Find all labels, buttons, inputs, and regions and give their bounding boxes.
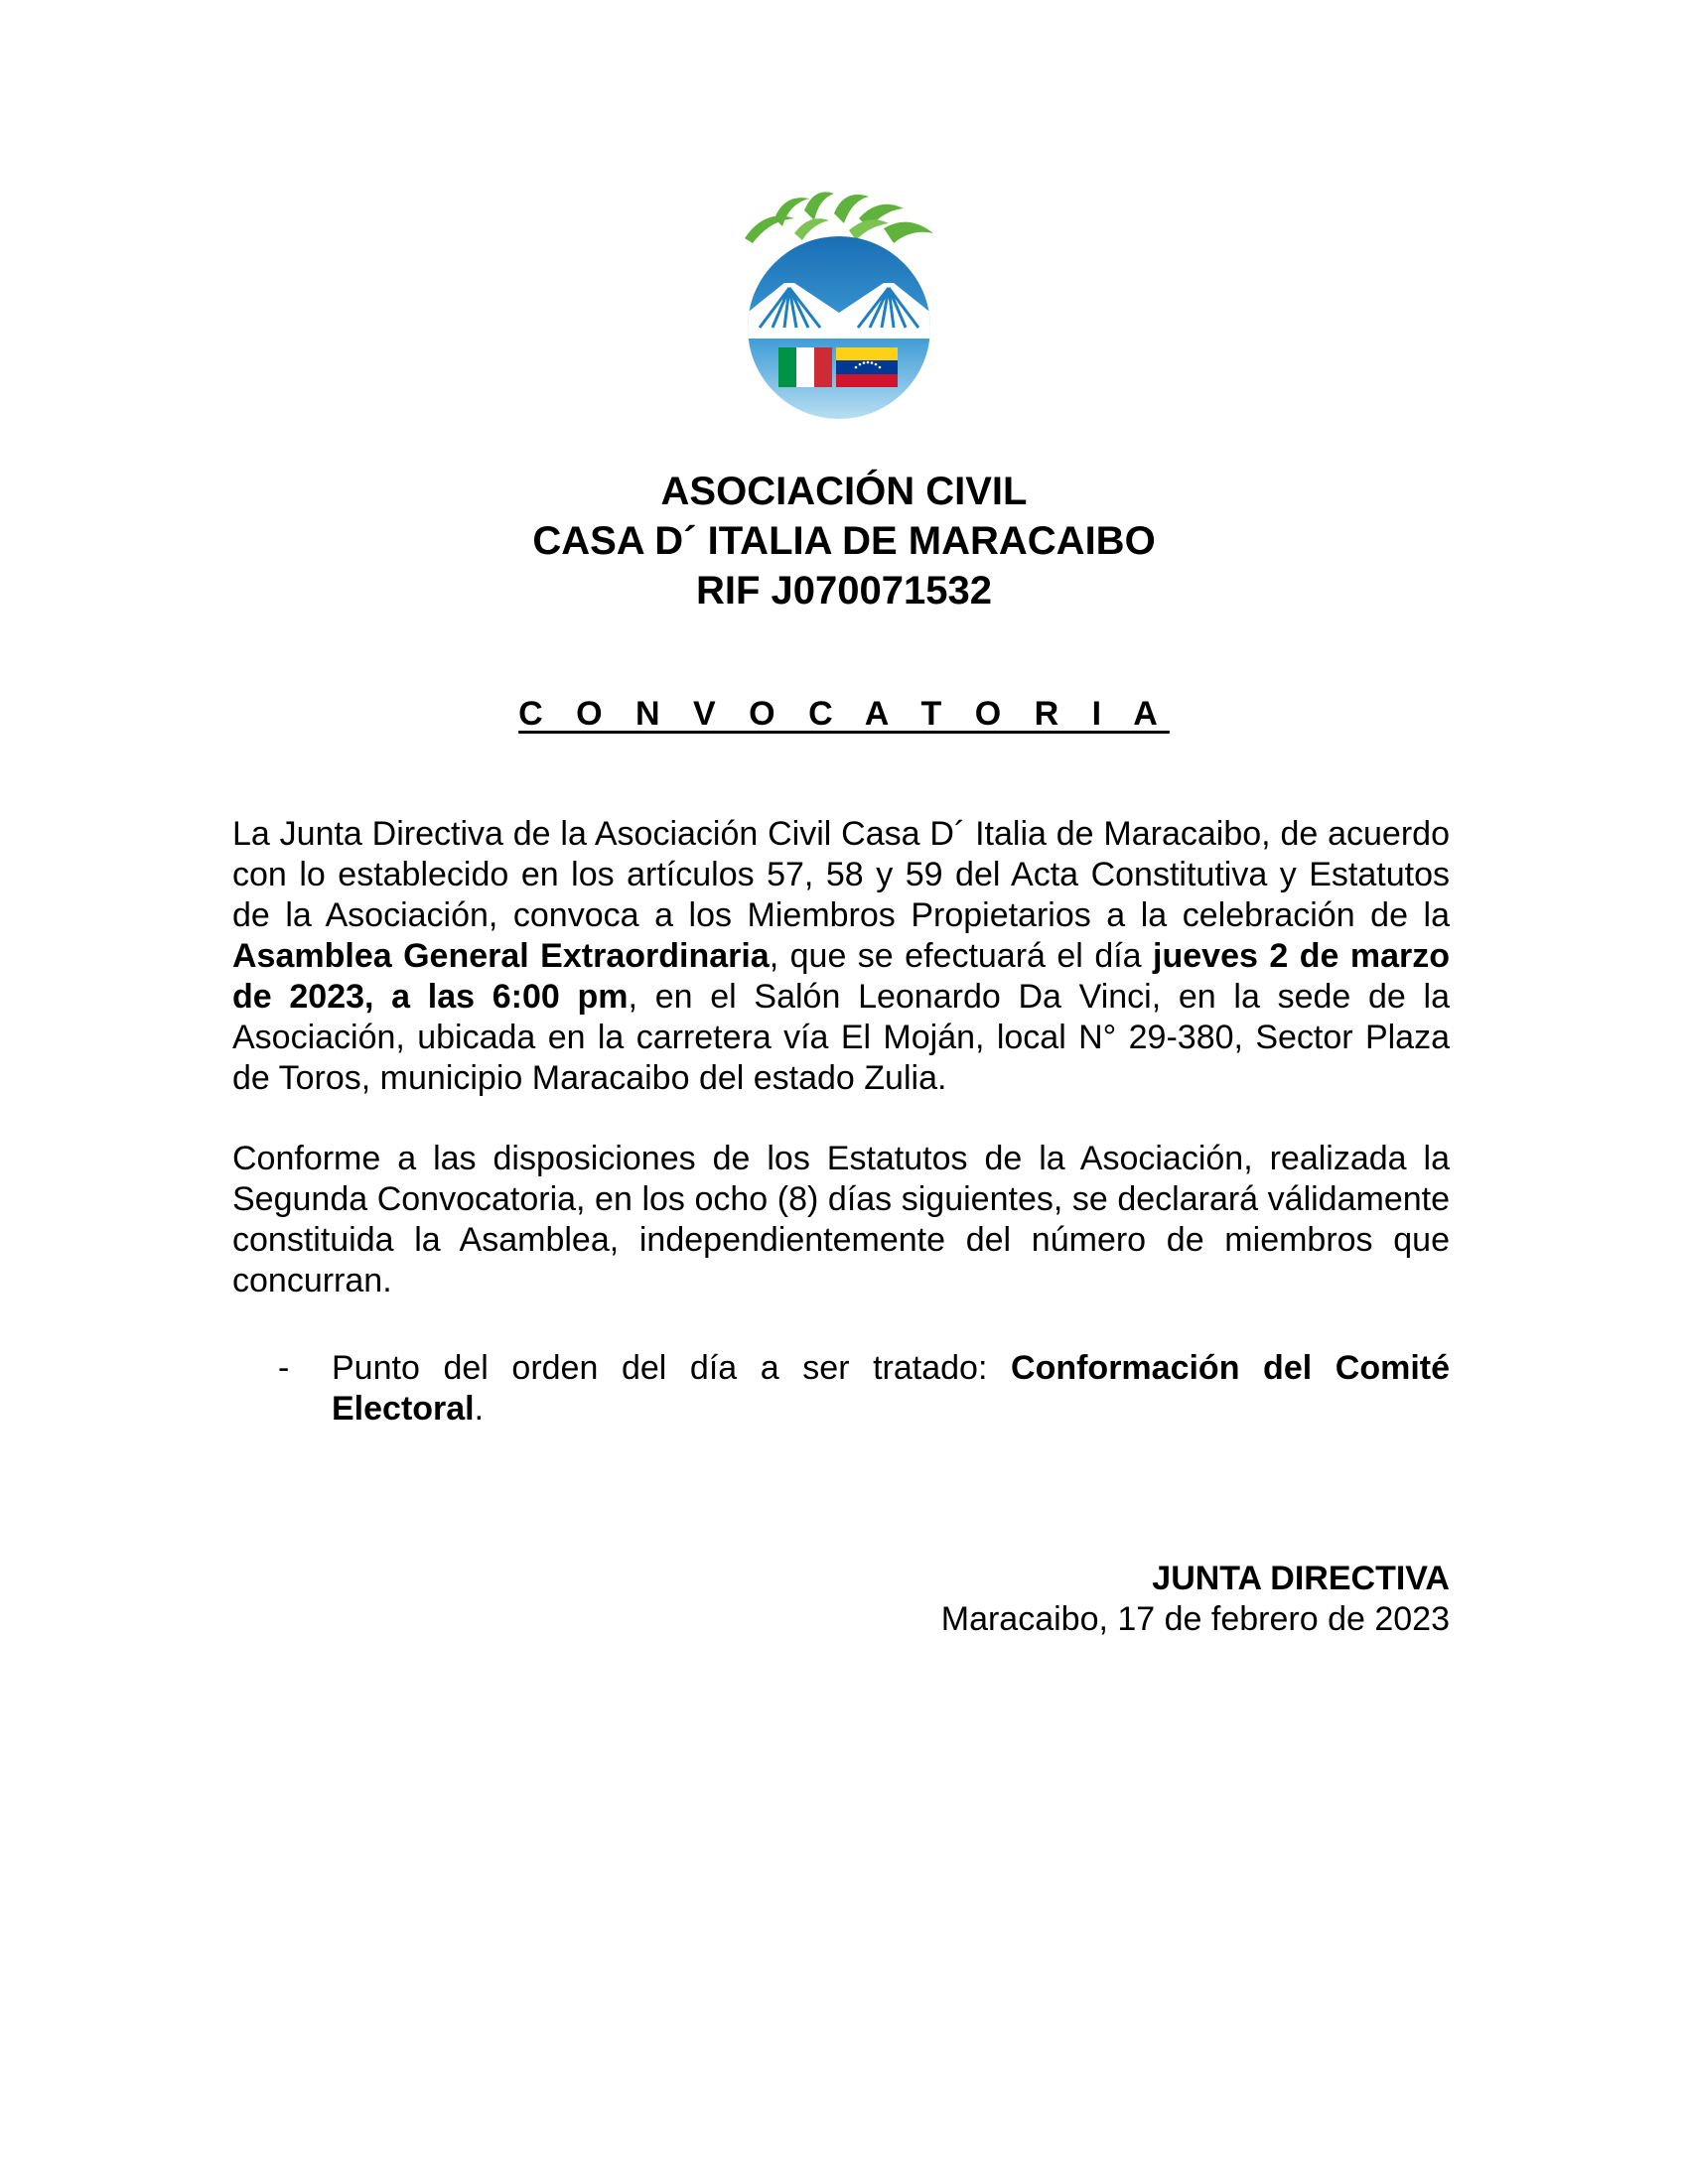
paragraph1-part2: , que se efectuará el día bbox=[769, 937, 1154, 975]
header-rif: RIF J070071532 bbox=[695, 569, 992, 613]
paragraph-convocation bbox=[232, 814, 1450, 1099]
header-org-name: CASA D´ ITALIA DE MARACAIBO bbox=[532, 519, 1156, 563]
paragraph-second-call: Conforme a las disposiciones de los Estatutos de la Asociación, realizada la Segunda Convocatoria, en los ocho (8) días siguientes, se declarará válidamente constituida la Asamblea, independientemente del número de miembros que concurran. bbox=[232, 1140, 1450, 1299]
paragraph1-part3: , en el Salón Leonardo Da Vinci, en la sede de la Asociación, ubicada en la carretera vía El Moján, local N° 29-380, Sector Plaza de Toros, municipio Maracaibo del estado Zulia. bbox=[232, 978, 1451, 1097]
casa-italia-logo-icon bbox=[735, 189, 943, 427]
paragraph1-part1: La Junta Directiva de la Asociación Civil Casa D´ Italia de Maracaibo, de acuerdo con lo establecido en los artículos 57, 58 y 59 del Acta Constitutiva y Estatutos de la Asociación, convoca a los Miembros Propietarios a la celebración de la bbox=[232, 815, 1450, 934]
signature-place-date: Maracaibo, 17 de febrero de 2023 bbox=[940, 1600, 1450, 1638]
agenda-text: Punto del orden del día a ser tratado: bbox=[332, 1349, 1012, 1387]
agenda-end: . bbox=[474, 1390, 485, 1428]
palm-leaves-icon bbox=[745, 192, 933, 243]
agenda-bullet: - bbox=[278, 1349, 290, 1387]
agenda-item bbox=[332, 1348, 1450, 1430]
venezuela-flag-icon bbox=[836, 347, 898, 387]
document-title: C O N V O C A T O R I A bbox=[518, 695, 1170, 733]
italy-flag-icon bbox=[778, 347, 832, 387]
paragraph1-assembly-type: Asamblea General Extraordinaria bbox=[232, 937, 770, 975]
paragraph1-date-time: jueves 2 de marzo de 2023, a las 6:00 pm bbox=[232, 937, 1451, 1016]
agenda-topic: Conformación del Comité Electoral bbox=[332, 1349, 1451, 1428]
signature-name: JUNTA DIRECTIVA bbox=[1152, 1560, 1450, 1597]
header-org-type: ASOCIACIÓN CIVIL bbox=[660, 470, 1028, 513]
document-header bbox=[0, 467, 1688, 615]
signature-block bbox=[941, 1559, 1450, 1640]
